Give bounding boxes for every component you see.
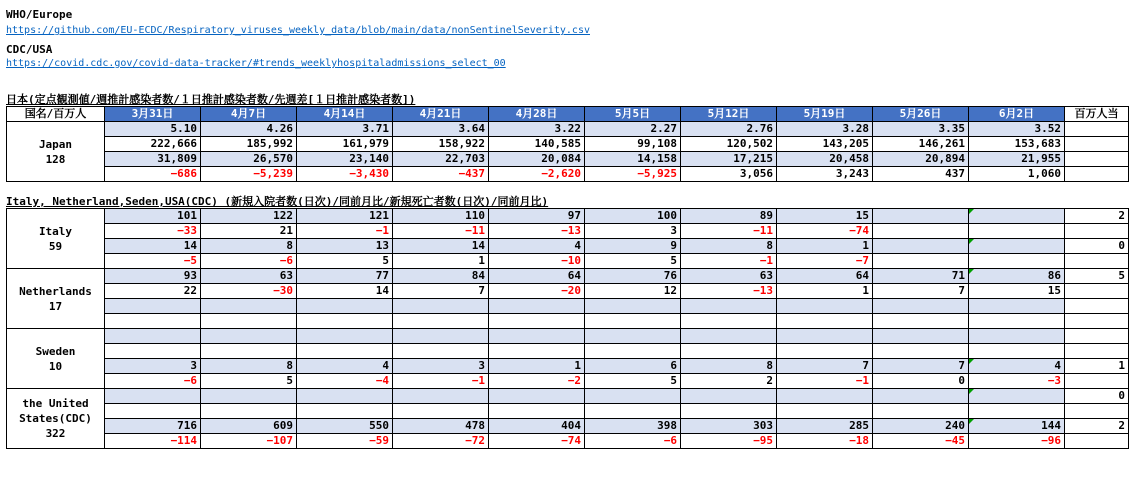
population-millions: 17 <box>48 299 63 313</box>
data-cell: 9 <box>585 239 681 254</box>
data-cell: −6 <box>585 434 681 449</box>
date-header: 5月19日 <box>777 107 873 122</box>
population-millions: 10 <box>48 359 63 373</box>
data-cell <box>297 404 393 419</box>
data-cell: 3 <box>585 224 681 239</box>
data-cell: −2,620 <box>489 167 585 182</box>
per-million-cell <box>1065 434 1129 449</box>
data-cell: 14,158 <box>585 152 681 167</box>
data-cell <box>297 314 393 329</box>
table-row <box>7 284 1129 299</box>
data-cell: 121 <box>297 209 393 224</box>
table-row <box>7 344 1129 359</box>
table-row <box>7 314 1129 329</box>
data-cell <box>969 329 1065 344</box>
data-cell <box>201 299 297 314</box>
data-cell: −6 <box>201 254 297 269</box>
data-cell <box>105 299 201 314</box>
data-cell: −1 <box>393 374 489 389</box>
table-row <box>7 404 1129 419</box>
data-cell: −74 <box>777 224 873 239</box>
table-row <box>7 254 1129 269</box>
data-cell <box>393 389 489 404</box>
data-cell <box>777 329 873 344</box>
per-million-cell <box>1065 329 1129 344</box>
per-million-cell: 1 <box>1065 359 1129 374</box>
data-cell <box>777 404 873 419</box>
per-million-cell <box>1065 284 1129 299</box>
date-header: 4月21日 <box>393 107 489 122</box>
data-cell: 2.27 <box>585 122 681 137</box>
data-cell: 63 <box>201 269 297 284</box>
data-cell: 77 <box>297 269 393 284</box>
data-cell: 7 <box>777 359 873 374</box>
data-cell: 7 <box>873 359 969 374</box>
data-cell: −1 <box>681 254 777 269</box>
data-cell: 31,809 <box>105 152 201 167</box>
data-cell <box>873 224 969 239</box>
data-cell: 1,060 <box>969 167 1065 182</box>
country-label-cell <box>7 269 105 329</box>
country-label-cell <box>7 209 105 269</box>
data-cell: 15 <box>969 284 1065 299</box>
per-million-cell <box>1065 224 1129 239</box>
who-source-link[interactable]: https://github.com/EU-ECDC/Respiratory_viruses_weekly_data/blob/main/data/nonSentinelSeverity.csv <box>6 25 590 36</box>
per-million-cell <box>1065 167 1129 182</box>
data-cell: 222,666 <box>105 137 201 152</box>
data-cell: −59 <box>297 434 393 449</box>
data-cell: −33 <box>105 224 201 239</box>
data-cell <box>969 314 1065 329</box>
per-million-cell: 2 <box>1065 209 1129 224</box>
data-cell: 76 <box>585 269 681 284</box>
data-cell: −13 <box>489 224 585 239</box>
data-cell: 93 <box>105 269 201 284</box>
data-cell: 5 <box>297 254 393 269</box>
data-cell <box>393 329 489 344</box>
data-cell: 158,922 <box>393 137 489 152</box>
data-cell: 20,458 <box>777 152 873 167</box>
table-row <box>7 269 1129 284</box>
data-cell: 71 <box>873 269 969 284</box>
table-row <box>7 209 1129 224</box>
data-cell <box>393 299 489 314</box>
data-cell <box>585 314 681 329</box>
data-cell: 3 <box>105 359 201 374</box>
data-cell: 4.26 <box>201 122 297 137</box>
date-header: 4月28日 <box>489 107 585 122</box>
data-cell: 63 <box>681 269 777 284</box>
country-name: the United States(CDC) <box>19 397 92 425</box>
data-cell: 6 <box>585 359 681 374</box>
others-table <box>6 208 1129 449</box>
data-cell: 14 <box>297 284 393 299</box>
country-label-cell <box>7 122 105 182</box>
japan-section-title: 日本(定点観測値/週推計感染者数/１日推計感染者数/先週差[１日推計感染者数]) <box>6 93 416 106</box>
data-cell <box>393 314 489 329</box>
data-cell: 0 <box>873 374 969 389</box>
data-cell: 86 <box>969 269 1065 284</box>
data-cell <box>777 389 873 404</box>
data-cell: 99,108 <box>585 137 681 152</box>
data-cell: 1 <box>489 359 585 374</box>
data-cell <box>681 389 777 404</box>
data-cell <box>393 404 489 419</box>
date-header: 6月2日 <box>969 107 1065 122</box>
data-cell: 1 <box>777 239 873 254</box>
data-cell <box>873 254 969 269</box>
data-cell <box>873 404 969 419</box>
data-cell: 437 <box>873 167 969 182</box>
data-cell: −6 <box>105 374 201 389</box>
country-name: Netherlands <box>19 284 92 298</box>
data-cell: 8 <box>681 359 777 374</box>
data-cell <box>969 239 1065 254</box>
table-row <box>7 239 1129 254</box>
table-row <box>7 137 1129 152</box>
data-cell: 64 <box>489 269 585 284</box>
data-cell: 3.28 <box>777 122 873 137</box>
data-cell: 1 <box>393 254 489 269</box>
data-cell <box>585 329 681 344</box>
population-millions: 322 <box>45 427 66 440</box>
data-cell: 5 <box>201 374 297 389</box>
data-cell <box>297 389 393 404</box>
country-name: Japan <box>38 137 73 151</box>
data-cell: 3,056 <box>681 167 777 182</box>
data-cell: −96 <box>969 434 1065 449</box>
data-cell: 15 <box>777 209 873 224</box>
data-cell <box>489 404 585 419</box>
table-row <box>7 152 1129 167</box>
data-cell: 3.71 <box>297 122 393 137</box>
data-cell: −20 <box>489 284 585 299</box>
data-cell: −95 <box>681 434 777 449</box>
table-row <box>7 224 1129 239</box>
data-cell <box>873 389 969 404</box>
data-cell: 144 <box>969 419 1065 434</box>
corner-label: 国名/百万人 <box>7 107 105 122</box>
data-cell: 1 <box>777 284 873 299</box>
data-cell <box>297 329 393 344</box>
data-cell: −74 <box>489 434 585 449</box>
data-cell: −4 <box>297 374 393 389</box>
date-header-row <box>7 107 1129 122</box>
data-cell: −107 <box>201 434 297 449</box>
data-cell <box>489 344 585 359</box>
data-cell: 3.52 <box>969 122 1065 137</box>
data-cell <box>969 209 1065 224</box>
data-cell <box>969 254 1065 269</box>
cdc-source-label: CDC/USA <box>6 43 53 56</box>
others-section-title: Italy, Netherland,Seden,USA(CDC) (新規入院者数(日次)/同前月比/新規死亡者数(日次)/同前月比) <box>6 195 549 208</box>
per-million-cell <box>1065 299 1129 314</box>
data-cell: −30 <box>201 284 297 299</box>
data-cell: −5,239 <box>201 167 297 182</box>
per-million-header: 百万人当 <box>1065 107 1129 122</box>
per-million-cell <box>1065 314 1129 329</box>
data-cell: 285 <box>777 419 873 434</box>
data-cell: 3.35 <box>873 122 969 137</box>
data-cell <box>681 299 777 314</box>
data-cell: −1 <box>297 224 393 239</box>
data-cell: −5,925 <box>585 167 681 182</box>
data-cell: −18 <box>777 434 873 449</box>
data-cell: 22,703 <box>393 152 489 167</box>
data-cell: −11 <box>681 224 777 239</box>
per-million-cell: 2 <box>1065 419 1129 434</box>
data-cell: 716 <box>105 419 201 434</box>
date-header: 4月14日 <box>297 107 393 122</box>
data-cell <box>777 344 873 359</box>
table-row <box>7 329 1129 344</box>
date-header: 5月26日 <box>873 107 969 122</box>
data-cell: 4 <box>489 239 585 254</box>
data-cell: 97 <box>489 209 585 224</box>
data-cell: 89 <box>681 209 777 224</box>
data-cell: −7 <box>777 254 873 269</box>
data-cell: 146,261 <box>873 137 969 152</box>
data-cell: 14 <box>105 239 201 254</box>
per-million-cell <box>1065 344 1129 359</box>
data-cell: −114 <box>105 434 201 449</box>
data-cell: 8 <box>681 239 777 254</box>
japan-table <box>6 106 1129 182</box>
data-cell: 101 <box>105 209 201 224</box>
data-cell: 21,955 <box>969 152 1065 167</box>
data-cell: 609 <box>201 419 297 434</box>
table-row <box>7 389 1129 404</box>
data-cell: 8 <box>201 359 297 374</box>
data-cell <box>201 404 297 419</box>
data-cell <box>969 299 1065 314</box>
data-cell <box>489 299 585 314</box>
country-name: Sweden <box>35 344 76 358</box>
per-million-cell <box>1065 254 1129 269</box>
table-row <box>7 419 1129 434</box>
data-cell: 20,084 <box>489 152 585 167</box>
data-cell: −45 <box>873 434 969 449</box>
data-cell <box>777 314 873 329</box>
data-cell <box>105 314 201 329</box>
data-cell <box>201 389 297 404</box>
data-cell: 5.10 <box>105 122 201 137</box>
data-cell <box>585 404 681 419</box>
data-cell <box>969 389 1065 404</box>
data-cell <box>105 344 201 359</box>
data-cell <box>201 344 297 359</box>
data-cell: 22 <box>105 284 201 299</box>
per-million-cell <box>1065 137 1129 152</box>
data-cell: 20,894 <box>873 152 969 167</box>
data-cell: 8 <box>201 239 297 254</box>
data-cell: 240 <box>873 419 969 434</box>
data-cell: 185,992 <box>201 137 297 152</box>
data-cell <box>585 299 681 314</box>
data-cell <box>873 314 969 329</box>
data-cell: −2 <box>489 374 585 389</box>
data-cell <box>489 329 585 344</box>
data-cell: 550 <box>297 419 393 434</box>
data-cell: 3.22 <box>489 122 585 137</box>
data-cell: 143,205 <box>777 137 873 152</box>
data-cell: −1 <box>777 374 873 389</box>
date-header: 5月5日 <box>585 107 681 122</box>
data-cell: 303 <box>681 419 777 434</box>
data-cell: −13 <box>681 284 777 299</box>
data-cell: 120,502 <box>681 137 777 152</box>
data-cell: 478 <box>393 419 489 434</box>
table-row <box>7 374 1129 389</box>
data-cell <box>681 329 777 344</box>
table-row <box>7 167 1129 182</box>
data-cell: 3.64 <box>393 122 489 137</box>
data-cell: 23,140 <box>297 152 393 167</box>
data-cell <box>201 314 297 329</box>
data-cell: 13 <box>297 239 393 254</box>
table-row <box>7 122 1129 137</box>
data-cell <box>969 404 1065 419</box>
per-million-cell <box>1065 404 1129 419</box>
data-cell: 3,243 <box>777 167 873 182</box>
data-cell: 7 <box>393 284 489 299</box>
data-cell: −686 <box>105 167 201 182</box>
data-cell: 14 <box>393 239 489 254</box>
data-cell: 26,570 <box>201 152 297 167</box>
per-million-cell <box>1065 122 1129 137</box>
data-cell <box>105 389 201 404</box>
country-label-cell <box>7 329 105 389</box>
data-cell <box>873 329 969 344</box>
data-cell: 7 <box>873 284 969 299</box>
per-million-cell: 0 <box>1065 239 1129 254</box>
table-row <box>7 299 1129 314</box>
data-cell: 2 <box>681 374 777 389</box>
data-cell: 110 <box>393 209 489 224</box>
data-cell: 64 <box>777 269 873 284</box>
country-label-cell <box>7 389 105 449</box>
data-cell: 5 <box>585 374 681 389</box>
data-cell: 21 <box>201 224 297 239</box>
data-cell: −10 <box>489 254 585 269</box>
data-cell: −11 <box>393 224 489 239</box>
data-cell: 12 <box>585 284 681 299</box>
data-cell <box>873 209 969 224</box>
data-cell <box>585 344 681 359</box>
data-cell: 398 <box>585 419 681 434</box>
data-cell: 4 <box>969 359 1065 374</box>
per-million-cell: 0 <box>1065 389 1129 404</box>
date-header: 5月12日 <box>681 107 777 122</box>
data-cell <box>873 344 969 359</box>
data-cell: −437 <box>393 167 489 182</box>
data-cell: 84 <box>393 269 489 284</box>
population-millions: 128 <box>45 152 66 166</box>
data-cell <box>297 344 393 359</box>
table-row <box>7 359 1129 374</box>
data-cell: 2.76 <box>681 122 777 137</box>
data-cell <box>201 329 297 344</box>
data-cell <box>489 314 585 329</box>
data-cell <box>681 404 777 419</box>
country-name: Italy <box>38 224 73 238</box>
data-cell <box>105 329 201 344</box>
data-cell <box>297 299 393 314</box>
data-cell: 100 <box>585 209 681 224</box>
data-cell <box>681 344 777 359</box>
data-cell: 4 <box>297 359 393 374</box>
data-cell <box>489 389 585 404</box>
table-row <box>7 434 1129 449</box>
per-million-cell: 5 <box>1065 269 1129 284</box>
data-cell <box>969 224 1065 239</box>
data-cell: 404 <box>489 419 585 434</box>
data-cell <box>873 239 969 254</box>
who-source-label: WHO/Europe <box>6 8 73 21</box>
data-cell <box>777 299 873 314</box>
data-cell: 17,215 <box>681 152 777 167</box>
data-cell: 140,585 <box>489 137 585 152</box>
population-millions: 59 <box>48 239 63 253</box>
data-cell: 3 <box>393 359 489 374</box>
data-cell: 153,683 <box>969 137 1065 152</box>
data-cell <box>585 389 681 404</box>
data-cell: −5 <box>105 254 201 269</box>
data-cell: −3,430 <box>297 167 393 182</box>
data-cell: 161,979 <box>297 137 393 152</box>
cdc-source-link[interactable]: https://covid.cdc.gov/covid-data-tracker/#trends_weeklyhospitaladmissions_select_00 <box>6 58 506 69</box>
data-cell <box>873 299 969 314</box>
data-cell <box>393 344 489 359</box>
per-million-cell <box>1065 152 1129 167</box>
date-header: 3月31日 <box>105 107 201 122</box>
per-million-cell <box>1065 374 1129 389</box>
date-header: 4月7日 <box>201 107 297 122</box>
data-cell: 122 <box>201 209 297 224</box>
data-cell: −3 <box>969 374 1065 389</box>
data-cell <box>105 404 201 419</box>
data-cell <box>681 314 777 329</box>
data-cell: −72 <box>393 434 489 449</box>
data-cell: 5 <box>585 254 681 269</box>
data-cell <box>969 344 1065 359</box>
